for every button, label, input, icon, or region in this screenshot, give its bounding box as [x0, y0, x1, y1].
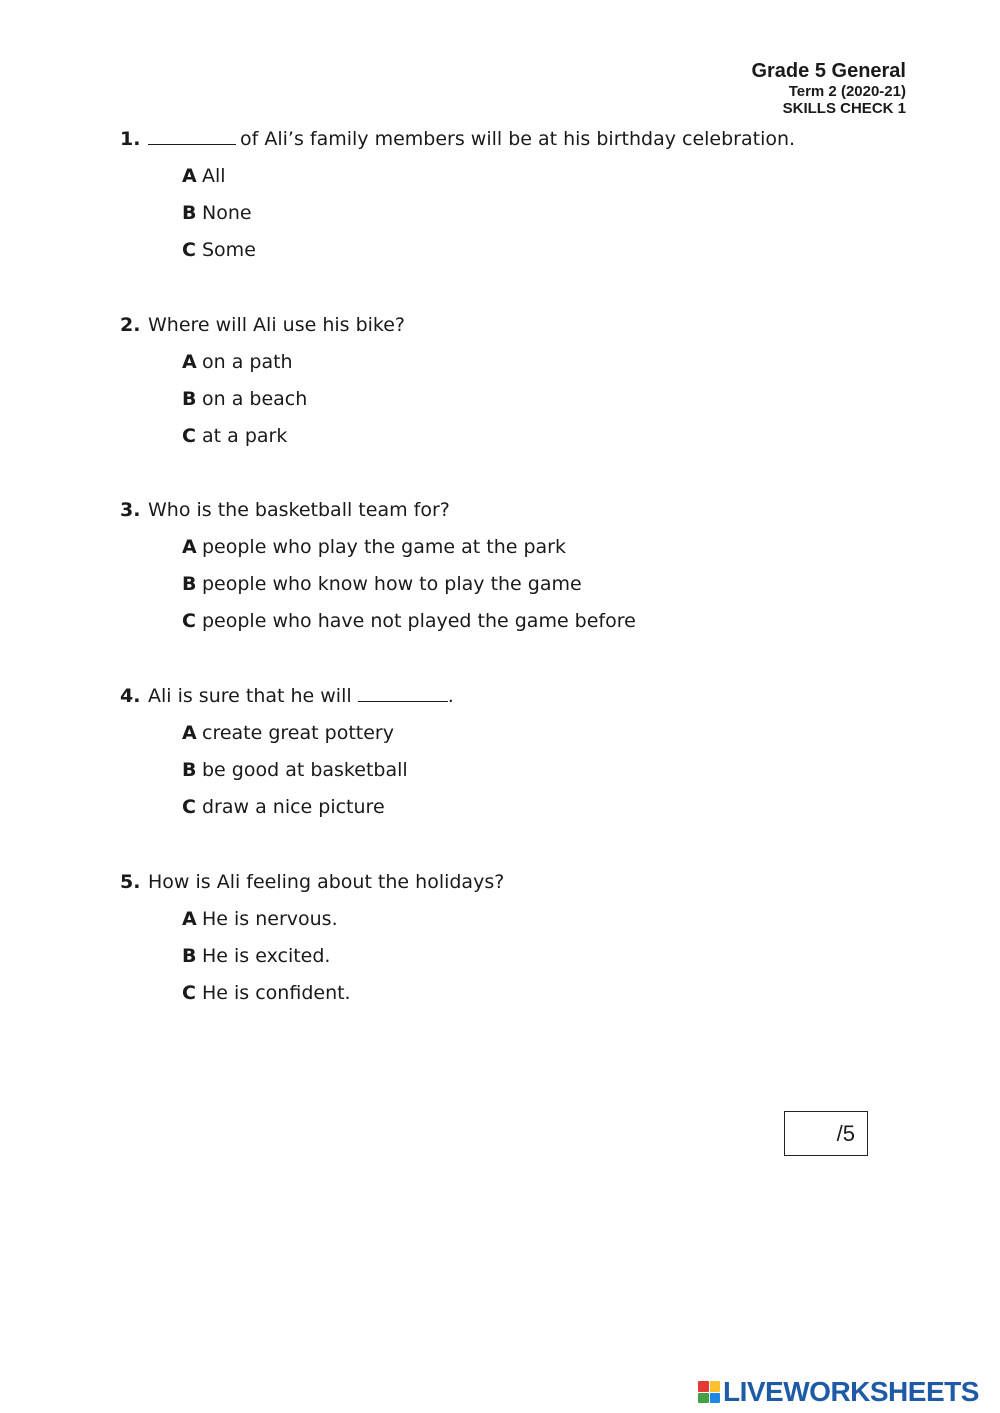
option-c[interactable]: C at a park — [182, 425, 288, 447]
question-2 — [120, 314, 405, 462]
score-total: /5 — [836, 1120, 855, 1146]
options-list — [182, 908, 504, 1019]
option-a[interactable]: A on a path — [182, 351, 293, 373]
option-a[interactable]: A All — [182, 165, 226, 187]
question-5 — [120, 871, 504, 1019]
brand-name: LIVEWORKSHEETS — [723, 1376, 979, 1407]
score-box — [784, 1111, 868, 1156]
question-number: 5. — [120, 871, 141, 893]
grade-title: Grade 5 General — [751, 60, 906, 82]
question-number: 4. — [120, 685, 141, 707]
question-text-end: . — [447, 685, 454, 707]
question-text: Who is the basketball team for? — [148, 499, 450, 521]
logo-blocks-icon — [698, 1381, 720, 1403]
question-3 — [120, 499, 636, 647]
option-c[interactable]: C Some — [182, 239, 256, 261]
skills-check-label: SKILLS CHECK 1 — [782, 100, 906, 118]
question-4 — [120, 685, 454, 833]
option-b[interactable]: B people who know how to play the game — [182, 573, 582, 595]
answer-blank[interactable] — [148, 143, 236, 145]
question-text: How is Ali feeling about the holidays? — [148, 871, 505, 893]
question-1 — [120, 128, 795, 276]
option-b[interactable]: B He is excited. — [182, 945, 331, 967]
worksheet-header — [751, 60, 906, 118]
question-number: 3. — [120, 499, 141, 521]
option-a[interactable]: A He is nervous. — [182, 908, 338, 930]
option-c[interactable]: C draw a nice picture — [182, 796, 385, 818]
question-text: Where will Ali use his bike? — [148, 314, 406, 336]
option-b[interactable]: B None — [182, 202, 252, 224]
options-list — [182, 536, 636, 647]
question-number: 2. — [120, 314, 141, 336]
option-a[interactable]: A create great pottery — [182, 722, 394, 744]
option-b[interactable]: B be good at basketball — [182, 759, 408, 781]
term-label: Term 2 (2020-21) — [788, 83, 906, 100]
option-b[interactable]: B on a beach — [182, 388, 308, 410]
question-text: Ali is sure that he will — [148, 685, 358, 707]
answer-blank[interactable] — [358, 700, 448, 702]
liveworksheets-logo — [698, 1376, 979, 1408]
option-a[interactable]: A people who play the game at the park — [182, 536, 566, 558]
question-number: 1. — [120, 128, 141, 150]
options-list — [182, 722, 454, 833]
options-list — [182, 165, 795, 276]
question-text: of Ali’s family members will be at his birthday celebration. — [240, 128, 796, 150]
option-c[interactable]: C people who have not played the game before — [182, 610, 636, 632]
options-list — [182, 351, 405, 462]
option-c[interactable]: C He is confident. — [182, 982, 351, 1004]
